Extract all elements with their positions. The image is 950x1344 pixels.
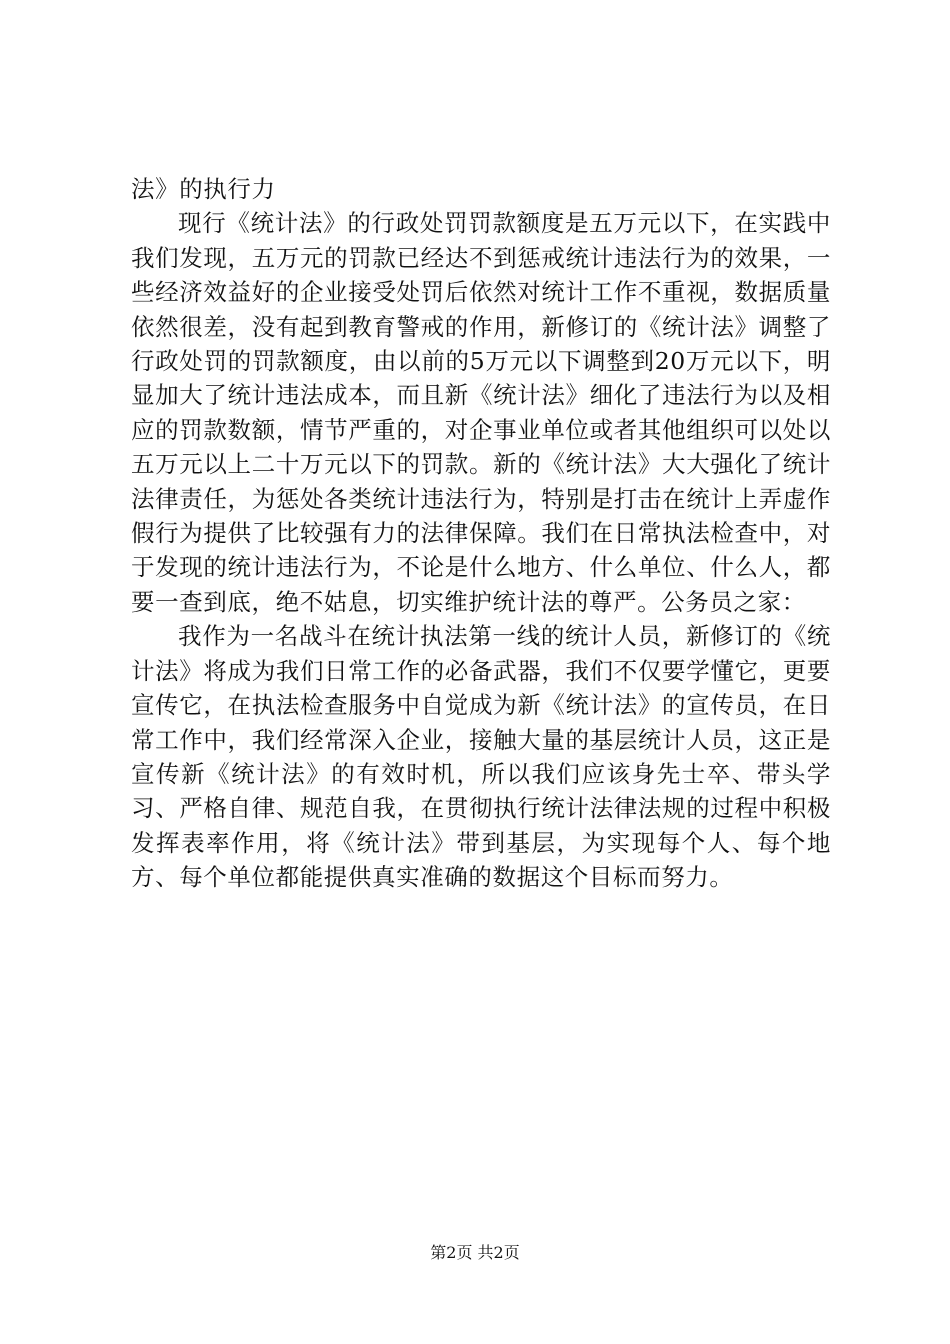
page-footer: 第2页 共2页 [430, 1243, 520, 1262]
paragraph-continuation: 法》的执行力 [131, 175, 276, 203]
paragraph-penalty-amount: 现行《统计法》的行政处罚罚款额度是五万元以下，在实践中我们发现，五万元的罚款已经达不到惩戒统计违法行为的效果，一些经济效益好的企业接受处罚后依然对统计工作不重视，数据质量依然很差，没有起到教育警戒的作用，新修订的《统计法》调整了行政处罚的罚款额度，由以前的5万元以下调整到20万元以下，明显加大了统计违法成本，而且新《统计法》细化了违法行为以及相应的罚款数额，情节严重的，对企事业单位或者其他组织可以处以五万元以上二十万元以下的罚款。新的《统计法》大大强化了统计法律责任，为惩处各类统计违法行为，特别是打击在统计上弄虚作假行为提供了比较强有力的法律保障。我们在日常执法检查中，对于发现的统计违法行为，不论是什么地方、什么单位、什么人，都要一查到底，绝不姑息，切实维护统计法的尊严。公务员之家： [131, 209, 831, 616]
document-body [131, 172, 831, 895]
paragraph-statistician-role: 我作为一名战斗在统计执法第一线的统计人员，新修订的《统计法》将成为我们日常工作的必备武器，我们不仅要学懂它，更要宣传它，在执法检查服务中自觉成为新《统计法》的宣传员，在日常工作中，我们经常深入企业，接触大量的基层统计人员，这正是宣传新《统计法》的有效时机，所以我们应该身先士卒、带头学习、严格自律、规范自我，在贯彻执行统计法律法规的过程中积极发挥表率作用，将《统计法》带到基层，为实现每个人、每个地方、每个单位都能提供真实准确的数据这个目标而努力。 [131, 622, 831, 892]
